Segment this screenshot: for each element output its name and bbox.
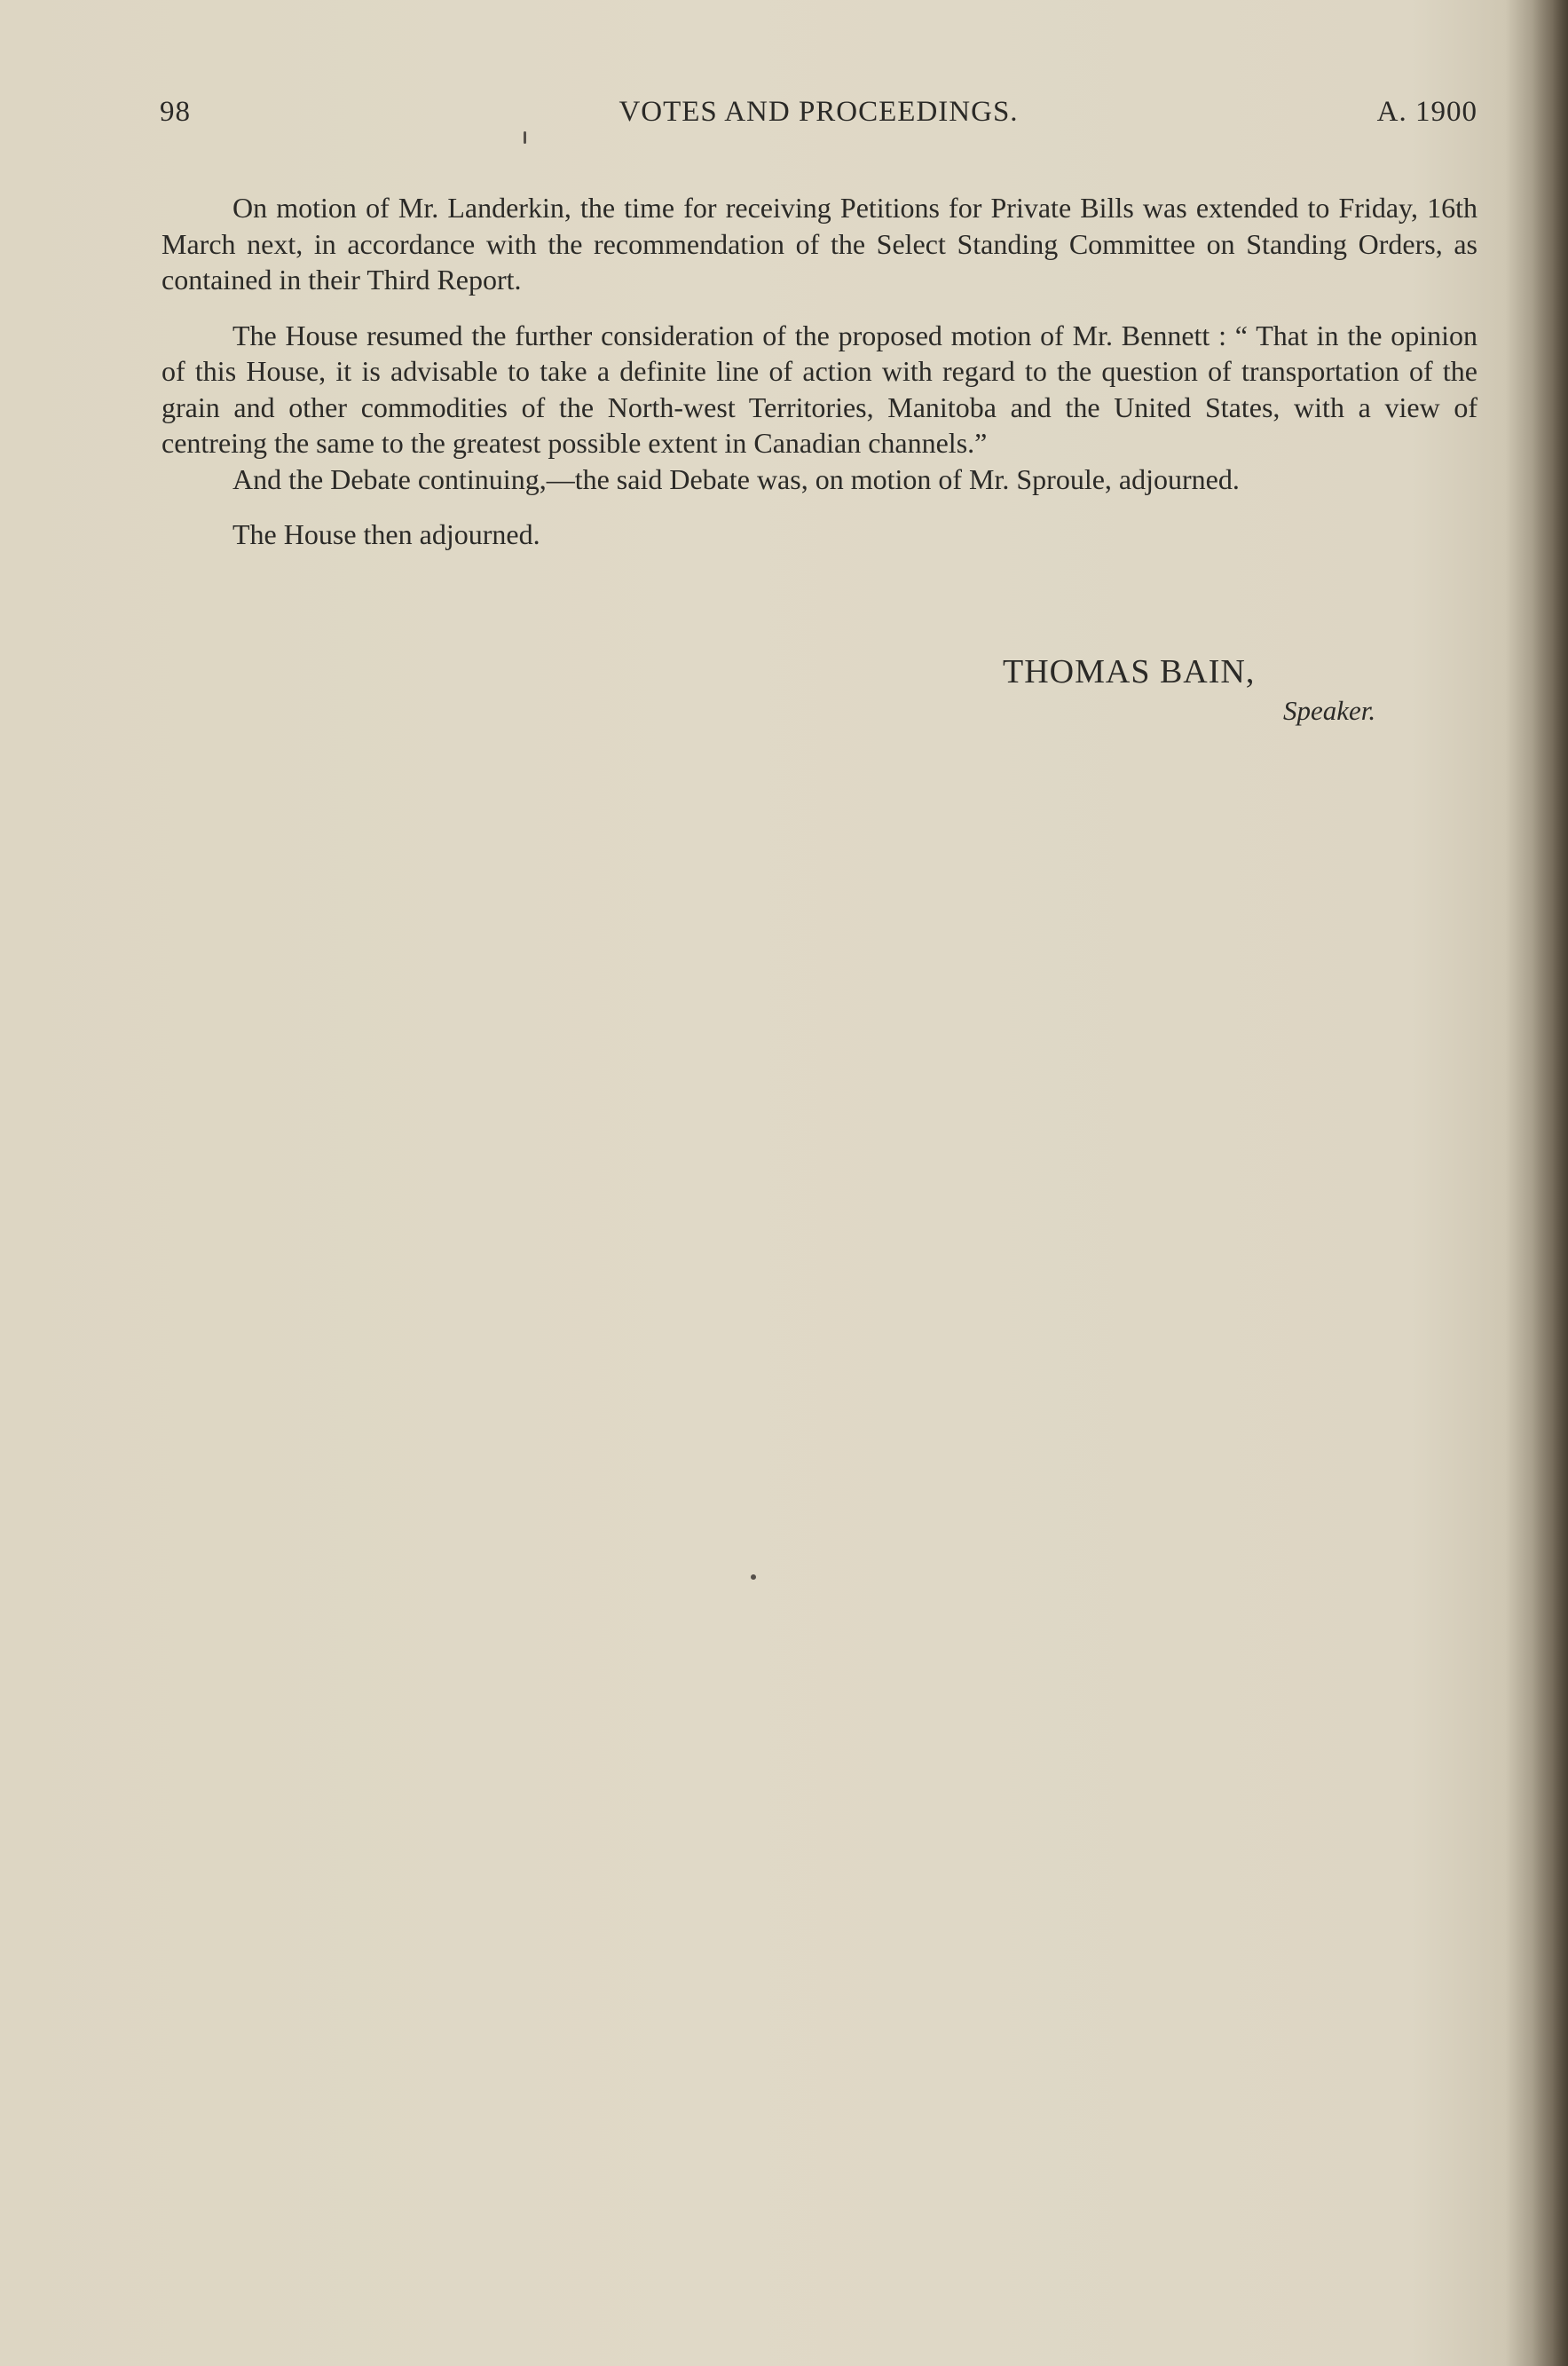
ink-speck (751, 1574, 756, 1580)
paragraph-bennett-motion: The House resumed the further consideration of the proposed motion of Mr. Bennett : “ That in the opinion of this House, it is advisable to take a definite line of action with regard to the question of transportation of the grain and other commodities of the North-west Territories, Manitoba and the United States, with a view of centreing the same to the greatest possible extent in Canadian channels.” (162, 319, 1477, 459)
page-edge-shadow (1533, 0, 1568, 2366)
session-year: A. 1900 (1376, 96, 1477, 128)
signature-block (1003, 651, 1446, 730)
signatory-title: Speaker. (1283, 695, 1376, 726)
page-number: 98 (160, 96, 191, 128)
ink-speck (524, 131, 526, 144)
paragraph-debate-adjourned: And the Debate continuing,—the said Debate was, on motion of Mr. Sproule, adjourned. (232, 462, 1240, 495)
body-text (162, 190, 1477, 572)
running-title: VOTES AND PROCEEDINGS. (619, 96, 1019, 128)
signatory-name: THOMAS BAIN, (1003, 653, 1256, 690)
paragraph-house-adjourned: The House then adjourned. (232, 518, 540, 550)
page-header (160, 96, 1477, 138)
paragraph-petitions-extension: On motion of Mr. Landerkin, the time for receiving Petitions for Private Bills was extended to Friday, 16th March next, in accordance with the recommendation of the Select Standing Committee on Standing Orders, as contained in their Third Report. (162, 192, 1477, 296)
